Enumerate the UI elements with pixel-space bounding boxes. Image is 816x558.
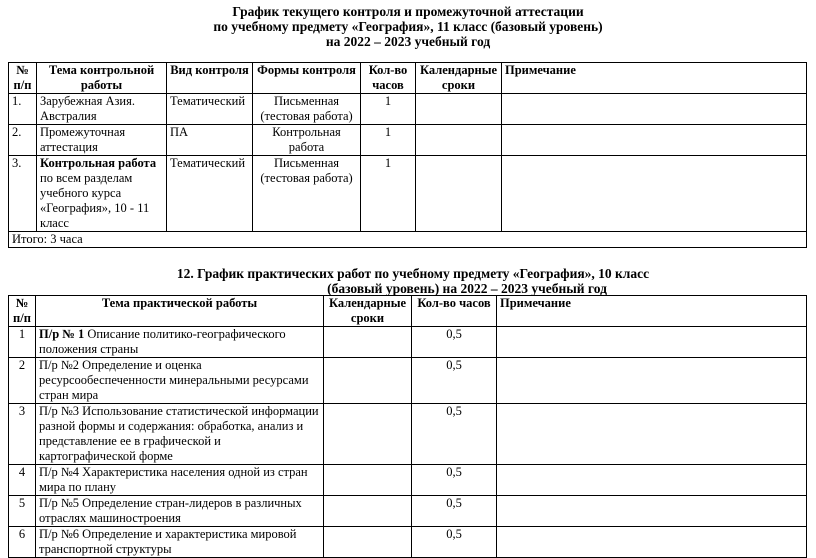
row-topic-text: по всем разделам учебного курса «География», 10 - 11 класс <box>40 171 150 230</box>
header-note: Примечание <box>502 63 807 94</box>
row-note <box>497 465 807 496</box>
row-label: П/р № 1 <box>39 327 85 341</box>
row-num: 4 <box>9 465 36 496</box>
header-topic: Тема практической работы <box>36 296 324 327</box>
table-row <box>9 404 807 465</box>
row-hours: 1 <box>361 156 416 232</box>
row-hours: 0,5 <box>412 404 497 465</box>
section2-title <box>0 266 816 296</box>
row-hours: 0,5 <box>412 327 497 358</box>
section2-title-line: 12. График практических работ по учебному предмету «География», 10 класс <box>176 266 650 281</box>
row-note <box>502 125 807 156</box>
header-note: Примечание <box>497 296 807 327</box>
table-row <box>9 527 807 558</box>
row-kind: Тематический <box>167 156 253 232</box>
row-hours: 0,5 <box>412 465 497 496</box>
row-dates <box>416 156 502 232</box>
section2-title-line: (базовый уровень) на 2022 – 2023 учебный год <box>327 281 607 296</box>
row-topic-text: Описание политико-географического положения страны <box>39 327 286 356</box>
row-hours: 0,5 <box>412 496 497 527</box>
row-num: 1 <box>9 327 36 358</box>
table-row <box>9 94 807 125</box>
row-form: Письменная (тестовая работа) <box>253 156 361 232</box>
row-note <box>497 404 807 465</box>
row-num: 3. <box>9 156 37 232</box>
row-dates <box>324 465 412 496</box>
row-topic-bold: Контрольная работа <box>40 156 157 170</box>
row-topic-text: Зарубежная Азия. Австралия <box>40 94 136 123</box>
row-topic <box>37 94 167 125</box>
table-row <box>9 125 807 156</box>
row-num: 2 <box>9 358 36 404</box>
section1-title-line: по учебному предмету «География», 11 класс (базовый уровень) <box>213 19 603 34</box>
row-hours: 1 <box>361 125 416 156</box>
row-topic-text: Промежуточная аттестация <box>40 125 126 154</box>
row-dates <box>324 404 412 465</box>
row-topic: П/р №4 Характеристика населения одной из стран мира по плану <box>36 465 324 496</box>
row-num: 5 <box>9 496 36 527</box>
header-hours: Кол-во часов <box>361 63 416 94</box>
table-header-row <box>9 63 807 94</box>
row-note <box>502 94 807 125</box>
table-row <box>9 327 807 358</box>
row-topic <box>36 327 324 358</box>
row-dates <box>416 125 502 156</box>
row-hours: 1 <box>361 94 416 125</box>
header-form: Формы контроля <box>253 63 361 94</box>
section1-title-line: на 2022 – 2023 учебный год <box>325 34 491 49</box>
total-row <box>9 232 807 248</box>
row-topic: П/р №5 Определение стран-лидеров в различных отраслях машиностроения <box>36 496 324 527</box>
table-row <box>9 496 807 527</box>
row-topic: П/р №6 Определение и характеристика мировой транспортной структуры <box>36 527 324 558</box>
row-note <box>497 327 807 358</box>
row-note <box>497 358 807 404</box>
row-dates <box>324 496 412 527</box>
section1-title <box>0 4 816 49</box>
table-row <box>9 465 807 496</box>
row-note <box>502 156 807 232</box>
total-text: Итого: 3 часа <box>9 232 807 248</box>
row-num: 1. <box>9 94 37 125</box>
row-note <box>497 496 807 527</box>
row-num: 6 <box>9 527 36 558</box>
row-kind: ПА <box>167 125 253 156</box>
practical-works-table <box>8 295 807 558</box>
header-num: № п/п <box>9 296 36 327</box>
row-num: 2. <box>9 125 37 156</box>
row-form: Контрольная работа <box>253 125 361 156</box>
control-schedule-table <box>8 62 807 248</box>
table-header-row <box>9 296 807 327</box>
header-dates: Календарные сроки <box>416 63 502 94</box>
row-dates <box>416 94 502 125</box>
row-num: 3 <box>9 404 36 465</box>
row-form: Письменная (тестовая работа) <box>253 94 361 125</box>
header-hours: Кол-во часов <box>412 296 497 327</box>
table-row <box>9 358 807 404</box>
row-dates <box>324 527 412 558</box>
row-hours: 0,5 <box>412 358 497 404</box>
row-topic <box>37 156 167 232</box>
row-hours: 0,5 <box>412 527 497 558</box>
header-topic: Тема контрольной работы <box>37 63 167 94</box>
header-kind: Вид контроля <box>167 63 253 94</box>
section1-title-line: График текущего контроля и промежуточной аттестации <box>232 4 584 19</box>
row-dates <box>324 358 412 404</box>
row-dates <box>324 327 412 358</box>
row-topic: П/р №3 Использование статистической информации разной формы и содержания: обработка, анализ и представление ее в графической и картографической форме <box>36 404 324 465</box>
row-note <box>497 527 807 558</box>
row-kind: Тематический <box>167 94 253 125</box>
header-num: № п/п <box>9 63 37 94</box>
row-topic: П/р №2 Определение и оценка ресурсообеспеченности минеральными ресурсами стран мира <box>36 358 324 404</box>
table-row <box>9 156 807 232</box>
row-topic <box>37 125 167 156</box>
header-dates: Календарные сроки <box>324 296 412 327</box>
